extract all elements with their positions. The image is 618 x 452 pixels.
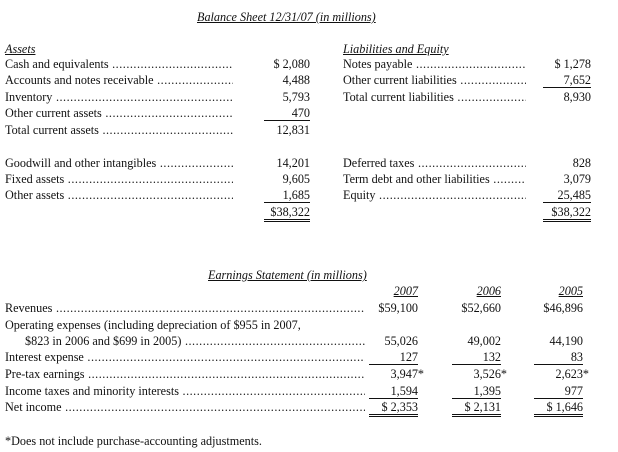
asset-value: 5,793 [282, 90, 310, 104]
earnings-value-2006: $ 2,131 [452, 400, 501, 417]
liability-value: 8,930 [563, 90, 591, 104]
asset-row-receivables [5, 73, 310, 89]
liability-label: Notes payable ..... [343, 57, 526, 71]
earnings-value-2007: 55,026 [384, 334, 418, 348]
earnings-value-2007: $ 2,353 [369, 400, 418, 417]
earnings-row-revenues [5, 301, 590, 317]
liability-row-other-current [343, 73, 591, 89]
liability-row-total-current [343, 90, 591, 106]
liability-value: $ 1,278 [554, 57, 591, 71]
earnings-value-2007: 1,594 [369, 384, 418, 399]
asset-row-other [5, 188, 310, 204]
asset-row-cash [5, 57, 310, 73]
earnings-value-2006: 1,395 [452, 384, 501, 399]
liability-label: Term debt and other liabilities ..... [343, 172, 526, 186]
asset-label: Other current assets ..... [5, 106, 233, 120]
asset-value: 12,831 [276, 123, 310, 137]
year-2005: 2005 [558, 284, 583, 298]
earnings-value-2005: 977 [534, 384, 583, 399]
liability-label: Total current liabilities ..... [343, 90, 526, 104]
earnings-label: Revenues ..... [5, 301, 365, 315]
asset-row-other-current [5, 106, 310, 122]
earnings-row-taxes [5, 384, 590, 400]
asset-label: Other assets ..... [5, 188, 233, 202]
asset-value: 14,201 [276, 156, 310, 170]
asset-row-goodwill [5, 156, 310, 172]
earnings-row-opex-line1 [5, 318, 590, 334]
asset-label: Fixed assets ..... [5, 172, 233, 186]
earnings-value-2007: 3,947* [390, 367, 424, 381]
year-2006: 2006 [476, 284, 501, 298]
earnings-label: Pre-tax earnings ..... [5, 367, 365, 381]
total-assets-value: $38,322 [264, 205, 310, 222]
earnings-label: Income taxes and minority interests ..... [5, 384, 365, 398]
earnings-label: Interest expense ..... [5, 350, 365, 364]
asset-row-inventory [5, 90, 310, 106]
liability-value: 25,485 [543, 188, 591, 203]
earnings-value-2005: 83 [534, 350, 583, 365]
liability-row-notes [343, 57, 591, 73]
earnings-value-2005: $ 1,646 [534, 400, 583, 417]
asset-row-total [5, 205, 310, 221]
earnings-value-2005: 44,190 [549, 334, 583, 348]
earnings-title: Earnings Statement (in millions) [208, 268, 367, 282]
liability-row-equity [343, 188, 591, 204]
asset-label: Goodwill and other intangibles ..... [5, 156, 233, 170]
asset-value: 9,605 [282, 172, 310, 186]
earnings-row-interest [5, 350, 590, 366]
asset-label: Total current assets ..... [5, 123, 233, 137]
asset-row-fixed [5, 172, 310, 188]
liability-value: 7,652 [543, 73, 591, 88]
liability-row-term-debt [343, 172, 591, 188]
total-liabilities-value: $38,322 [543, 205, 591, 222]
asset-label: Inventory ..... [5, 90, 233, 104]
earnings-row-pretax [5, 367, 590, 383]
earnings-row-net-income [5, 400, 590, 416]
earnings-value-2005: $46,896 [543, 301, 583, 315]
earnings-value-2005: 2,623* [555, 367, 589, 381]
liability-value: 3,079 [563, 172, 591, 186]
earnings-value-2007: $59,100 [378, 301, 418, 315]
earnings-value-2006: 3,526* [473, 367, 507, 381]
asset-value: 470 [264, 106, 310, 121]
asset-row-total-current [5, 123, 310, 139]
liability-row-total [343, 205, 591, 221]
earnings-label: $823 in 2006 and $699 in 2005) ..... [25, 334, 365, 348]
liability-row-deferred [343, 156, 591, 172]
liability-label: Equity ..... [343, 188, 526, 202]
balance-sheet-title: Balance Sheet 12/31/07 (in millions) [197, 10, 376, 24]
earnings-label: Operating expenses (including depreciation of $955 in 2007, [5, 318, 301, 332]
earnings-value-2007: 127 [369, 350, 418, 365]
earnings-row-opex [5, 334, 590, 350]
asset-label: Accounts and notes receivable ..... [5, 73, 233, 87]
asset-value: 4,488 [282, 73, 310, 87]
asset-label: Cash and equivalents ..... [5, 57, 233, 71]
asset-value: $ 2,080 [273, 57, 310, 71]
year-2007: 2007 [393, 284, 418, 298]
liabilities-header: Liabilities and Equity [343, 42, 449, 56]
liability-label: Other current liabilities ..... [343, 73, 526, 87]
footnote: *Does not include purchase-accounting adjustments. [5, 434, 262, 448]
earnings-value-2006: 132 [452, 350, 501, 365]
earnings-label: Net income ..... [5, 400, 365, 414]
liability-label: Deferred taxes ..... [343, 156, 526, 170]
asset-value: 1,685 [264, 188, 310, 203]
earnings-value-2006: $52,660 [461, 301, 501, 315]
liability-value: 828 [572, 156, 591, 170]
earnings-value-2006: 49,002 [467, 334, 501, 348]
assets-header: Assets [5, 42, 36, 56]
